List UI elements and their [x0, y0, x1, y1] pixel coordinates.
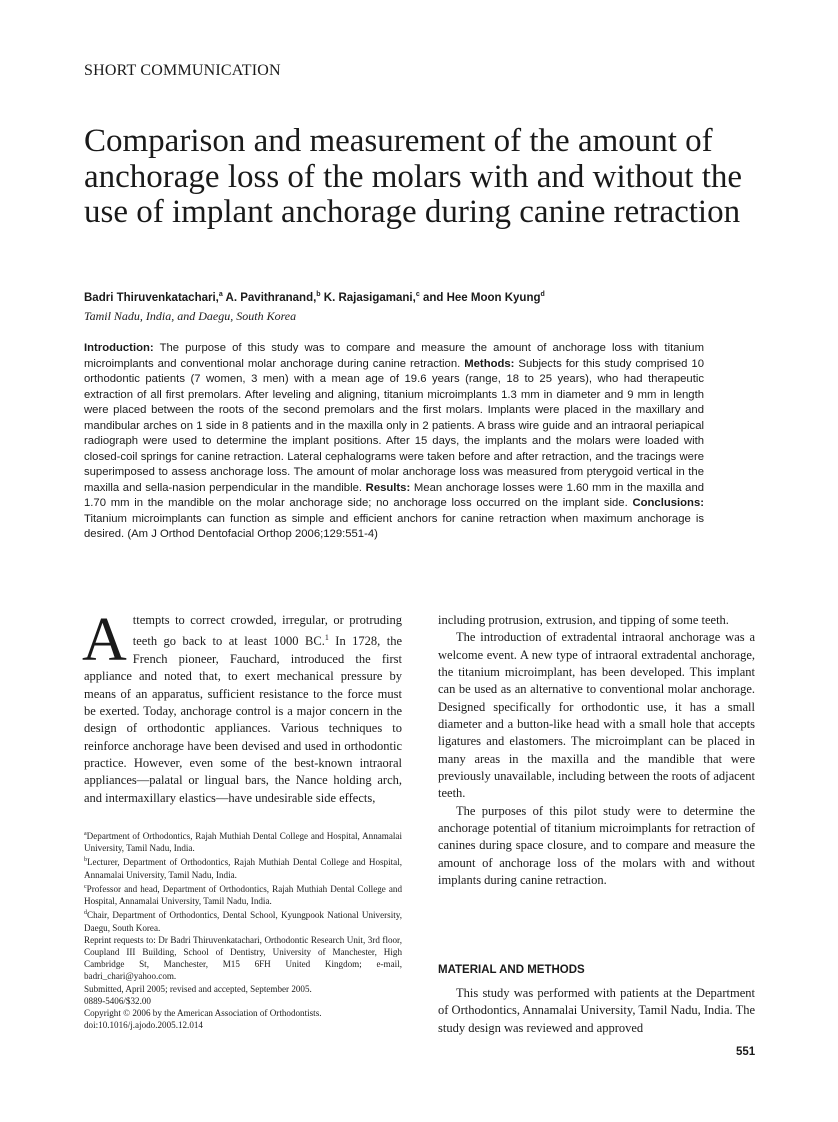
footnotes	[84, 828, 402, 1031]
footnote-mark: b	[84, 857, 87, 864]
drop-cap: A	[82, 606, 127, 674]
footnote	[84, 828, 402, 854]
footnote-mark: c	[84, 883, 87, 890]
body-paragraph: This study was performed with patients at the Department of Orthodontics, Annamalai University, Tamil Nadu, India. The study design was reviewed and approved	[438, 986, 755, 1035]
body-column-right	[438, 612, 755, 890]
author-affiliation-mark: c	[415, 291, 420, 298]
abstract-results: Mean anchorage losses were 1.60 mm in the maxilla and 1.70 mm in the mandible on the molar anchorage side; no anchorage loss occurred on the implant side.	[84, 481, 705, 509]
abstract-conclusions-label: Conclusions:	[632, 497, 705, 509]
author-name: A. Pavithranand,	[225, 291, 317, 304]
footnote-text: Lecturer, Department of Orthodontics, Rajah Muthiah Dental College and Hospital, Annamalai University, Tamil Nadu, India.	[84, 857, 402, 880]
abstract-methods-label: Methods:	[464, 357, 515, 370]
copyright: Copyright © 2006 by the American Association of Orthodontists.	[84, 1007, 322, 1018]
section-label: SHORT COMMUNICATION	[84, 62, 281, 79]
abstract-results-label: Results:	[365, 481, 411, 494]
author-name: and Hee Moon Kyung	[422, 291, 541, 304]
footnote-text: Professor and head, Department of Orthodontics, Rajah Muthiah Dental College and Hospital, Annamalai University, Tamil Nadu, India.	[84, 883, 402, 907]
footnote-mark: d	[84, 910, 87, 917]
footnote-text: Department of Orthodontics, Rajah Muthiah Dental College and Hospital, Annamalai University, Tamil Nadu, India.	[84, 831, 402, 854]
author-location: Tamil Nadu, India, and Daegu, South Korea	[84, 309, 297, 323]
author-list	[84, 291, 545, 304]
author-affiliation-mark: b	[316, 291, 321, 298]
page-number: 551	[736, 1046, 756, 1058]
submission-dates: Submitted, April 2005; revised and accepted, September 2005.	[84, 983, 312, 994]
footnote-mark: a	[84, 831, 87, 837]
abstract	[84, 341, 704, 543]
doi: doi:10.1016/j.ajodo.2005.12.014	[84, 1020, 203, 1031]
body-paragraph	[82, 606, 403, 807]
article-title: Comparison and measurement of the amount of anchorage loss of the molars with and without the use of implant anchorage during canine retraction	[84, 123, 743, 230]
footnote	[84, 907, 402, 933]
author-name: K. Rajasigamani,	[323, 291, 416, 304]
body-column-left	[82, 606, 403, 807]
reference-mark: 1	[324, 633, 329, 643]
abstract-intro-label: Introduction:	[84, 342, 154, 354]
abstract-conclusions: Titanium microimplants can function as simple and efficient anchors for canine retraction when maximum anchorage is desired.	[84, 512, 704, 540]
body-paragraph: The purposes of this pilot study were to determine the anchorage potential of titanium microimplants for retraction of canines during space closure, and to compare and measure the amount of anchorage loss of the molars with and without implants during canine retraction.	[438, 803, 755, 888]
author-name: Badri Thiruvenkatachari,	[84, 291, 219, 304]
body-paragraph: The introduction of extradental intraoral anchorage was a welcome event. A new type of intraoral extradental anchorage, the titanium microimplant, has been developed. This implant can be used as an alternative to conventional molar anchorage. Designed specifically for orthodontic use, it has a small diameter and a button-like head with a small hole that accepts ligatures and elastomers. The microimplant can be placed in many areas in the maxilla and the mandible that were previously unavailable, including between the roots of adjacent teeth.	[438, 630, 755, 801]
body-paragraph-continued: including protrusion, extrusion, and tipping of some teeth.	[438, 613, 729, 627]
section-heading-methods: MATERIAL AND METHODS	[438, 964, 585, 976]
abstract-intro: The purpose of this study was to compare and measure the amount of anchorage loss with titanium microimplants and conventional molar anchorage during canine retraction.	[84, 342, 704, 370]
abstract-citation: (Am J Orthod Dentofacial Orthop 2006;129:551-4)	[127, 528, 378, 540]
abstract-methods: Subjects for this study comprised 10 orthodontic patients (7 women, 3 men) with a mean age of 19.6 years (range, 18 to 25 years), who had therapeutic extraction of all first premolars. After leveling and aligning, titanium microimplants 1.3 mm in diameter and 9 mm in length were placed between the roots of the second premolars and the first molars. Implants were placed in the maxillary and mandibular arches on 1 side in 8 patients and in the maxilla only in 2 patients. A brass wire guide and an intraoral periapical radiograph were used to determine the implant positions. After 15 days, the implants and the molars were loaded with closed-coil springs for canine retraction. Lateral cephalograms were taken before and after retraction, and the tracings were superimposed to assess anchorage loss. The amount of molar anchorage loss was measured from pterygoid vertical in the maxilla and sella-nasion perpendicular in the mandible.	[84, 357, 704, 494]
footnote	[84, 854, 402, 880]
footnote-text: Chair, Department of Orthodontics, Dental School, Kyungpook National University, Daegu, South Korea.	[84, 910, 402, 933]
issn: 0889-5406/$32.00	[84, 995, 151, 1006]
methods-text	[438, 985, 755, 1037]
body-text: In 1728, the French pioneer, Fauchard, introduced the first appliance and noted that, to exert mechanical pressure by means of an apparatus, sufficient resistance to the force must be exerted. Today, anchorage control is a major concern in the design of orthodontic appliances. Various techniques to reinforce anchorage have been devised and used in orthodontic practice. However, even some of the best-known intraoral appliances—palatal or lingual bars, the Nance holding arch, and intermaxillary elastics—have undesirable side effects,	[84, 634, 403, 805]
author-affiliation-mark: d	[540, 291, 545, 298]
body-text: ttempts to correct crowded, irregular, or protruding teeth go back to at least 1000 BC.	[132, 613, 402, 649]
author-affiliation-mark: a	[218, 291, 223, 298]
footnote	[84, 881, 402, 907]
reprint-requests: Reprint requests to: Dr Badri Thiruvenkatachari, Orthodontic Research Unit, 3rd floor, Coupland III Building, School of Dentistry, University of Manchester, High Cambridge St, Manchester, M15 6FH United Kingdom; e-mail, badri_chari@yahoo.com.	[84, 934, 402, 982]
